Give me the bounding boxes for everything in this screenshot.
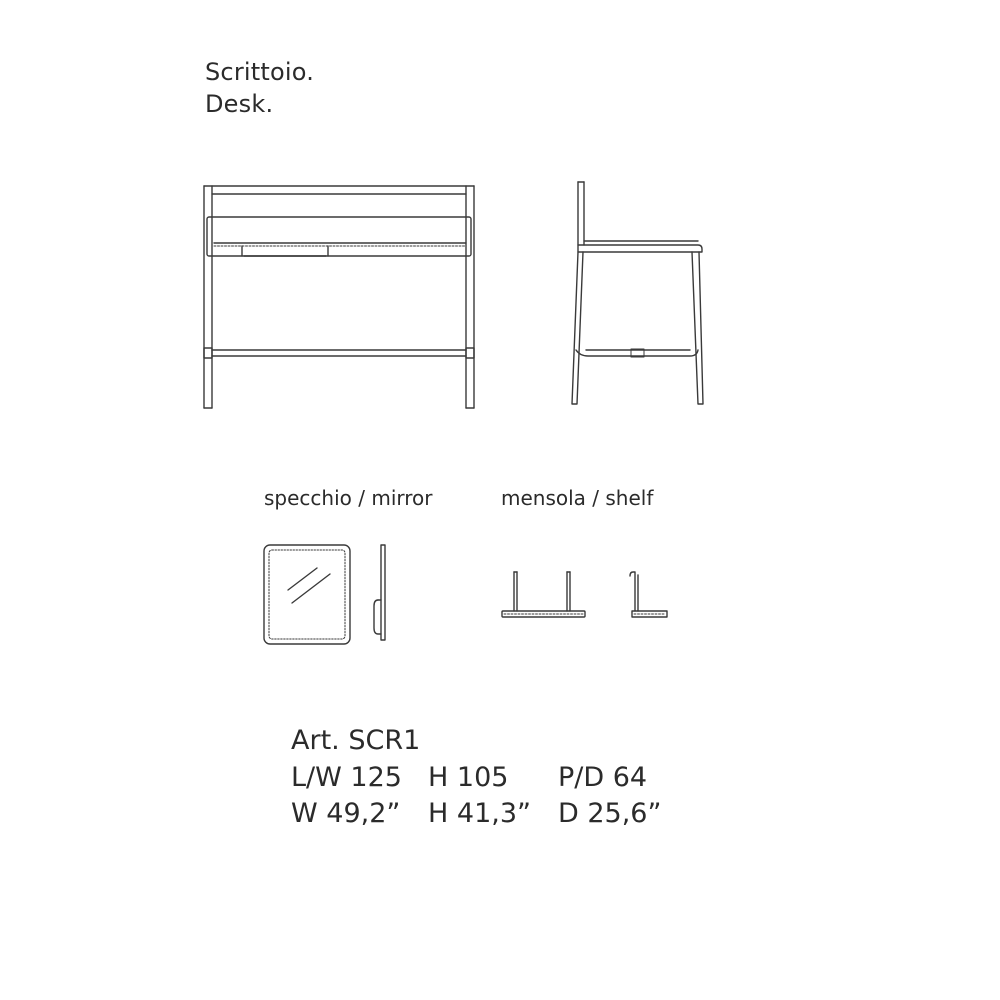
title-english: Desk. [205, 90, 274, 118]
metric-depth: P/D 64 [558, 762, 648, 793]
desk-side-view [572, 182, 703, 404]
shelf-side-view [630, 572, 667, 617]
article-code: Art. SCR1 [291, 725, 421, 756]
shelf-front-view [502, 572, 585, 617]
metric-width: L/W 125 [291, 762, 402, 793]
metric-height: H 105 [428, 762, 509, 793]
shelf-caption: mensola / shelf [501, 486, 654, 510]
title-italian: Scrittoio. [205, 58, 315, 86]
mirror-caption: specchio / mirror [264, 486, 433, 510]
desk-front-view [204, 186, 474, 408]
imperial-width: W 49,2” [291, 798, 401, 829]
imperial-depth: D 25,6” [558, 798, 662, 829]
mirror-side-view [374, 545, 385, 640]
mirror-front-view [264, 545, 350, 644]
imperial-height: H 41,3” [428, 798, 531, 829]
